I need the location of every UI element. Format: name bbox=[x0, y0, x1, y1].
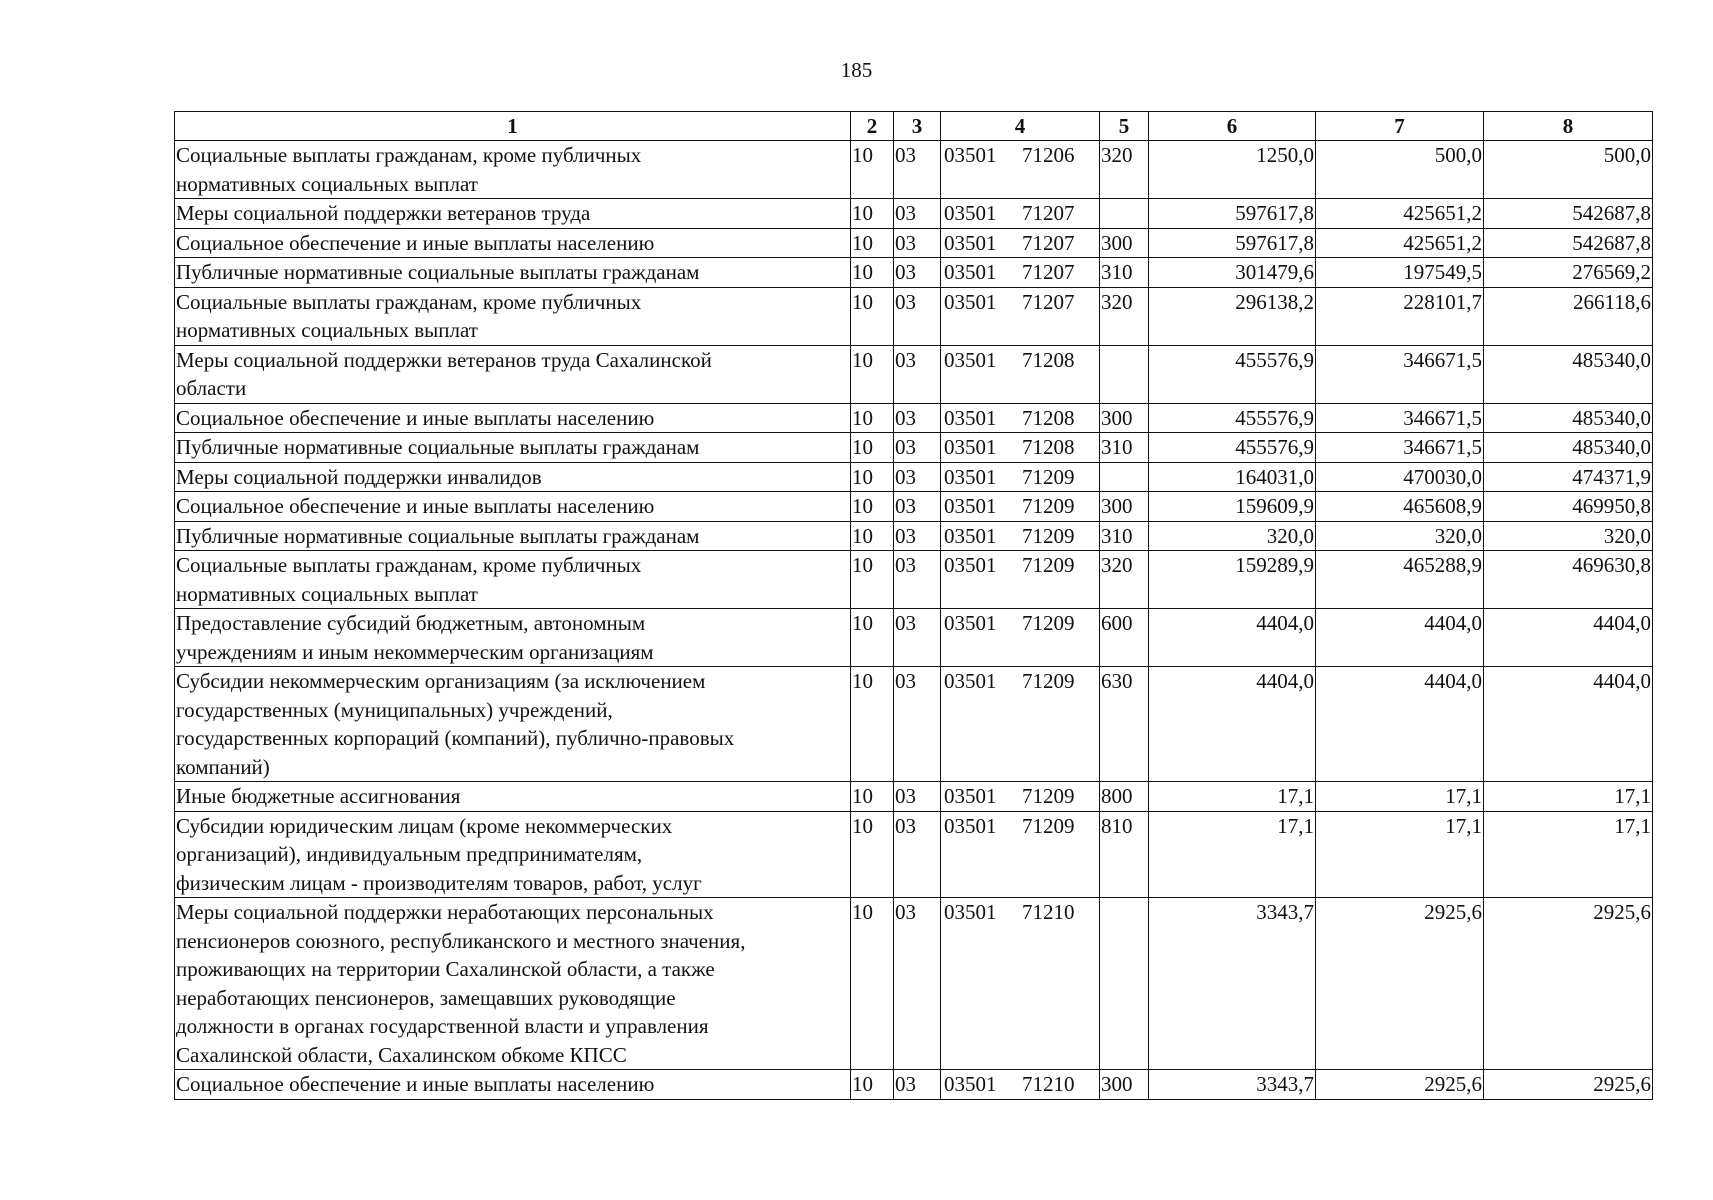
amount-col-8: 485340,0 bbox=[1484, 403, 1653, 433]
amount-col-7: 346671,5 bbox=[1316, 345, 1484, 403]
target-article-code bbox=[941, 667, 1100, 782]
program-code: 03501 bbox=[944, 900, 997, 924]
program-code: 03501 bbox=[944, 523, 997, 548]
program-code: 03501 bbox=[944, 1072, 997, 1096]
row-description: Социальное обеспечение и иные выплаты населению bbox=[175, 228, 851, 258]
target-article-code bbox=[941, 141, 1100, 199]
table-row bbox=[175, 199, 1653, 229]
section-code: 10 bbox=[851, 667, 894, 782]
amount-col-6: 3343,7 bbox=[1149, 898, 1316, 1070]
target-article-code bbox=[941, 403, 1100, 433]
subsection-code: 03 bbox=[894, 898, 941, 1070]
table-row bbox=[175, 782, 1653, 812]
subsection-code: 03 bbox=[894, 811, 941, 898]
expense-type-code: 300 bbox=[1100, 1070, 1149, 1100]
amount-col-7: 346671,5 bbox=[1316, 403, 1484, 433]
table-row bbox=[175, 287, 1653, 345]
row-description: Меры социальной поддержки неработающих персональных пенсионеров союзного, республиканского и местного значения, проживающих на территории Сахалинской области, а также неработающих пенсионеров, замещавших руководящие должности в органах государственной власти и управления Сахалинской области, Сахалинском обкоме КПСС bbox=[175, 898, 851, 1070]
row-description: Социальное обеспечение и иные выплаты населению bbox=[175, 492, 851, 522]
program-code: 03501 bbox=[944, 230, 997, 255]
section-code: 10 bbox=[851, 492, 894, 522]
direction-code: 71207 bbox=[1022, 201, 1075, 225]
row-description: Субсидии некоммерческим организациям (за исключением государственных (муниципальных) учреждений, государственных корпораций (компаний), публично-правовых компаний) bbox=[175, 667, 851, 782]
section-code: 10 bbox=[851, 782, 894, 812]
expense-type-code: 310 bbox=[1100, 258, 1149, 288]
subsection-code: 03 bbox=[894, 403, 941, 433]
expense-type-code bbox=[1100, 345, 1149, 403]
direction-code: 71209 bbox=[1022, 523, 1075, 548]
amount-col-7: 320,0 bbox=[1316, 521, 1484, 551]
amount-col-7: 4404,0 bbox=[1316, 609, 1484, 667]
table-row bbox=[175, 258, 1653, 288]
expense-type-code: 300 bbox=[1100, 403, 1149, 433]
expense-type-code: 310 bbox=[1100, 521, 1149, 551]
direction-code: 71208 bbox=[1022, 347, 1075, 372]
program-code: 03501 bbox=[944, 464, 997, 489]
amount-col-6: 164031,0 bbox=[1149, 462, 1316, 492]
program-code: 03501 bbox=[944, 201, 997, 225]
subsection-code: 03 bbox=[894, 492, 941, 522]
target-article-code bbox=[941, 898, 1100, 1070]
target-article-code bbox=[941, 228, 1100, 258]
row-description: Меры социальной поддержки инвалидов bbox=[175, 462, 851, 492]
amount-col-6: 455576,9 bbox=[1149, 403, 1316, 433]
amount-col-6: 455576,9 bbox=[1149, 433, 1316, 463]
expense-type-code: 320 bbox=[1100, 287, 1149, 345]
amount-col-7: 465288,9 bbox=[1316, 551, 1484, 609]
table-row bbox=[175, 898, 1653, 1070]
direction-code: 71208 bbox=[1022, 435, 1075, 459]
table-row bbox=[175, 462, 1653, 492]
subsection-code: 03 bbox=[894, 667, 941, 782]
amount-col-7: 2925,6 bbox=[1316, 1070, 1484, 1100]
direction-code: 71207 bbox=[1022, 230, 1075, 255]
table-header-row bbox=[175, 112, 1653, 141]
row-description: Меры социальной поддержки ветеранов труда bbox=[175, 199, 851, 229]
amount-col-8: 469630,8 bbox=[1484, 551, 1653, 609]
amount-col-7: 500,0 bbox=[1316, 141, 1484, 199]
amount-col-8: 2925,6 bbox=[1484, 898, 1653, 1070]
row-description: Социальные выплаты гражданам, кроме публичных нормативных социальных выплат bbox=[175, 551, 851, 609]
table-row bbox=[175, 521, 1653, 551]
amount-col-8: 542687,8 bbox=[1484, 228, 1653, 258]
target-article-code bbox=[941, 433, 1100, 463]
amount-col-8: 542687,8 bbox=[1484, 199, 1653, 229]
column-header: 5 bbox=[1100, 112, 1149, 141]
amount-col-6: 4404,0 bbox=[1149, 667, 1316, 782]
direction-code: 71209 bbox=[1022, 611, 1075, 635]
amount-col-6: 455576,9 bbox=[1149, 345, 1316, 403]
amount-col-6: 3343,7 bbox=[1149, 1070, 1316, 1100]
table-row bbox=[175, 345, 1653, 403]
amount-col-7: 346671,5 bbox=[1316, 433, 1484, 463]
section-code: 10 bbox=[851, 609, 894, 667]
amount-col-7: 17,1 bbox=[1316, 782, 1484, 812]
subsection-code: 03 bbox=[894, 433, 941, 463]
section-code: 10 bbox=[851, 287, 894, 345]
direction-code: 71209 bbox=[1022, 553, 1075, 577]
column-header: 8 bbox=[1484, 112, 1653, 141]
program-code: 03501 bbox=[944, 143, 997, 167]
section-code: 10 bbox=[851, 228, 894, 258]
target-article-code bbox=[941, 199, 1100, 229]
expense-type-code: 320 bbox=[1100, 551, 1149, 609]
direction-code: 71210 bbox=[1022, 900, 1075, 924]
row-description: Публичные нормативные социальные выплаты гражданам bbox=[175, 258, 851, 288]
subsection-code: 03 bbox=[894, 782, 941, 812]
amount-col-8: 2925,6 bbox=[1484, 1070, 1653, 1100]
program-code: 03501 bbox=[944, 553, 997, 577]
subsection-code: 03 bbox=[894, 609, 941, 667]
amount-col-7: 228101,7 bbox=[1316, 287, 1484, 345]
column-header: 7 bbox=[1316, 112, 1484, 141]
section-code: 10 bbox=[851, 811, 894, 898]
program-code: 03501 bbox=[944, 494, 997, 518]
table-row bbox=[175, 1070, 1653, 1100]
direction-code: 71208 bbox=[1022, 405, 1075, 430]
expense-type-code: 310 bbox=[1100, 433, 1149, 463]
subsection-code: 03 bbox=[894, 287, 941, 345]
subsection-code: 03 bbox=[894, 462, 941, 492]
table-row bbox=[175, 228, 1653, 258]
direction-code: 71209 bbox=[1022, 494, 1075, 518]
program-code: 03501 bbox=[944, 405, 997, 430]
expense-type-code: 810 bbox=[1100, 811, 1149, 898]
section-code: 10 bbox=[851, 551, 894, 609]
target-article-code bbox=[941, 811, 1100, 898]
table-body bbox=[175, 141, 1653, 1100]
subsection-code: 03 bbox=[894, 258, 941, 288]
amount-col-7: 4404,0 bbox=[1316, 667, 1484, 782]
expense-type-code bbox=[1100, 199, 1149, 229]
column-header: 2 bbox=[851, 112, 894, 141]
program-code: 03501 bbox=[944, 611, 997, 635]
direction-code: 71207 bbox=[1022, 289, 1075, 314]
table-row bbox=[175, 551, 1653, 609]
expense-type-code bbox=[1100, 898, 1149, 1070]
amount-col-8: 17,1 bbox=[1484, 811, 1653, 898]
amount-col-8: 320,0 bbox=[1484, 521, 1653, 551]
expense-type-code: 630 bbox=[1100, 667, 1149, 782]
amount-col-6: 1250,0 bbox=[1149, 141, 1316, 199]
amount-col-7: 425651,2 bbox=[1316, 199, 1484, 229]
row-description: Социальные выплаты гражданам, кроме публичных нормативных социальных выплат bbox=[175, 287, 851, 345]
direction-code: 71209 bbox=[1022, 464, 1075, 489]
direction-code: 71209 bbox=[1022, 669, 1075, 693]
amount-col-6: 159289,9 bbox=[1149, 551, 1316, 609]
column-header: 6 bbox=[1149, 112, 1316, 141]
target-article-code bbox=[941, 521, 1100, 551]
section-code: 10 bbox=[851, 521, 894, 551]
target-article-code bbox=[941, 258, 1100, 288]
table-row bbox=[175, 811, 1653, 898]
budget-table bbox=[174, 111, 1653, 1100]
amount-col-7: 470030,0 bbox=[1316, 462, 1484, 492]
target-article-code bbox=[941, 782, 1100, 812]
amount-col-6: 159609,9 bbox=[1149, 492, 1316, 522]
subsection-code: 03 bbox=[894, 1070, 941, 1100]
row-description: Социальное обеспечение и иные выплаты населению bbox=[175, 1070, 851, 1100]
direction-code: 71207 bbox=[1022, 260, 1075, 284]
target-article-code bbox=[941, 551, 1100, 609]
amount-col-7: 197549,5 bbox=[1316, 258, 1484, 288]
column-header: 3 bbox=[894, 112, 941, 141]
amount-col-6: 320,0 bbox=[1149, 521, 1316, 551]
direction-code: 71206 bbox=[1022, 143, 1075, 167]
expense-type-code: 300 bbox=[1100, 492, 1149, 522]
row-description: Публичные нормативные социальные выплаты гражданам bbox=[175, 521, 851, 551]
amount-col-6: 17,1 bbox=[1149, 782, 1316, 812]
row-description: Предоставление субсидий бюджетным, автономным учреждениям и иным некоммерческим организациям bbox=[175, 609, 851, 667]
section-code: 10 bbox=[851, 462, 894, 492]
program-code: 03501 bbox=[944, 813, 997, 838]
amount-col-8: 4404,0 bbox=[1484, 609, 1653, 667]
section-code: 10 bbox=[851, 403, 894, 433]
program-code: 03501 bbox=[944, 784, 997, 808]
table-row bbox=[175, 667, 1653, 782]
target-article-code bbox=[941, 462, 1100, 492]
expense-type-code bbox=[1100, 462, 1149, 492]
subsection-code: 03 bbox=[894, 141, 941, 199]
amount-col-7: 2925,6 bbox=[1316, 898, 1484, 1070]
amount-col-6: 597617,8 bbox=[1149, 199, 1316, 229]
table-row bbox=[175, 141, 1653, 199]
target-article-code bbox=[941, 287, 1100, 345]
direction-code: 71209 bbox=[1022, 784, 1075, 808]
amount-col-6: 296138,2 bbox=[1149, 287, 1316, 345]
amount-col-8: 266118,6 bbox=[1484, 287, 1653, 345]
section-code: 10 bbox=[851, 258, 894, 288]
amount-col-7: 17,1 bbox=[1316, 811, 1484, 898]
direction-code: 71209 bbox=[1022, 813, 1075, 838]
subsection-code: 03 bbox=[894, 199, 941, 229]
section-code: 10 bbox=[851, 199, 894, 229]
amount-col-6: 17,1 bbox=[1149, 811, 1316, 898]
direction-code: 71210 bbox=[1022, 1072, 1075, 1096]
amount-col-6: 597617,8 bbox=[1149, 228, 1316, 258]
row-description: Публичные нормативные социальные выплаты гражданам bbox=[175, 433, 851, 463]
column-header: 4 bbox=[941, 112, 1100, 141]
row-description: Субсидии юридическим лицам (кроме некоммерческих организаций), индивидуальным предпринимателям, физическим лицам - производителям товаров, работ, услуг bbox=[175, 811, 851, 898]
amount-col-7: 465608,9 bbox=[1316, 492, 1484, 522]
target-article-code bbox=[941, 345, 1100, 403]
row-description: Иные бюджетные ассигнования bbox=[175, 782, 851, 812]
table-row bbox=[175, 609, 1653, 667]
program-code: 03501 bbox=[944, 435, 997, 459]
table-row bbox=[175, 433, 1653, 463]
expense-type-code: 600 bbox=[1100, 609, 1149, 667]
amount-col-8: 4404,0 bbox=[1484, 667, 1653, 782]
amount-col-6: 301479,6 bbox=[1149, 258, 1316, 288]
program-code: 03501 bbox=[944, 260, 997, 284]
row-description: Социальное обеспечение и иные выплаты населению bbox=[175, 403, 851, 433]
subsection-code: 03 bbox=[894, 521, 941, 551]
section-code: 10 bbox=[851, 345, 894, 403]
column-header: 1 bbox=[175, 112, 851, 141]
amount-col-8: 485340,0 bbox=[1484, 433, 1653, 463]
target-article-code bbox=[941, 1070, 1100, 1100]
expense-type-code: 300 bbox=[1100, 228, 1149, 258]
section-code: 10 bbox=[851, 1070, 894, 1100]
target-article-code bbox=[941, 609, 1100, 667]
expense-type-code: 800 bbox=[1100, 782, 1149, 812]
page-number: 185 bbox=[840, 58, 873, 82]
row-description: Меры социальной поддержки ветеранов труда Сахалинской области bbox=[175, 345, 851, 403]
amount-col-7: 425651,2 bbox=[1316, 228, 1484, 258]
subsection-code: 03 bbox=[894, 551, 941, 609]
subsection-code: 03 bbox=[894, 228, 941, 258]
program-code: 03501 bbox=[944, 289, 997, 314]
subsection-code: 03 bbox=[894, 345, 941, 403]
program-code: 03501 bbox=[944, 347, 997, 372]
section-code: 10 bbox=[851, 898, 894, 1070]
amount-col-8: 500,0 bbox=[1484, 141, 1653, 199]
section-code: 10 bbox=[851, 433, 894, 463]
amount-col-8: 485340,0 bbox=[1484, 345, 1653, 403]
amount-col-6: 4404,0 bbox=[1149, 609, 1316, 667]
target-article-code bbox=[941, 492, 1100, 522]
row-description: Социальные выплаты гражданам, кроме публичных нормативных социальных выплат bbox=[175, 141, 851, 199]
amount-col-8: 276569,2 bbox=[1484, 258, 1653, 288]
table-row bbox=[175, 492, 1653, 522]
expense-type-code: 320 bbox=[1100, 141, 1149, 199]
amount-col-8: 474371,9 bbox=[1484, 462, 1653, 492]
program-code: 03501 bbox=[944, 669, 997, 693]
table-row bbox=[175, 403, 1653, 433]
amount-col-8: 17,1 bbox=[1484, 782, 1653, 812]
amount-col-8: 469950,8 bbox=[1484, 492, 1653, 522]
section-code: 10 bbox=[851, 141, 894, 199]
